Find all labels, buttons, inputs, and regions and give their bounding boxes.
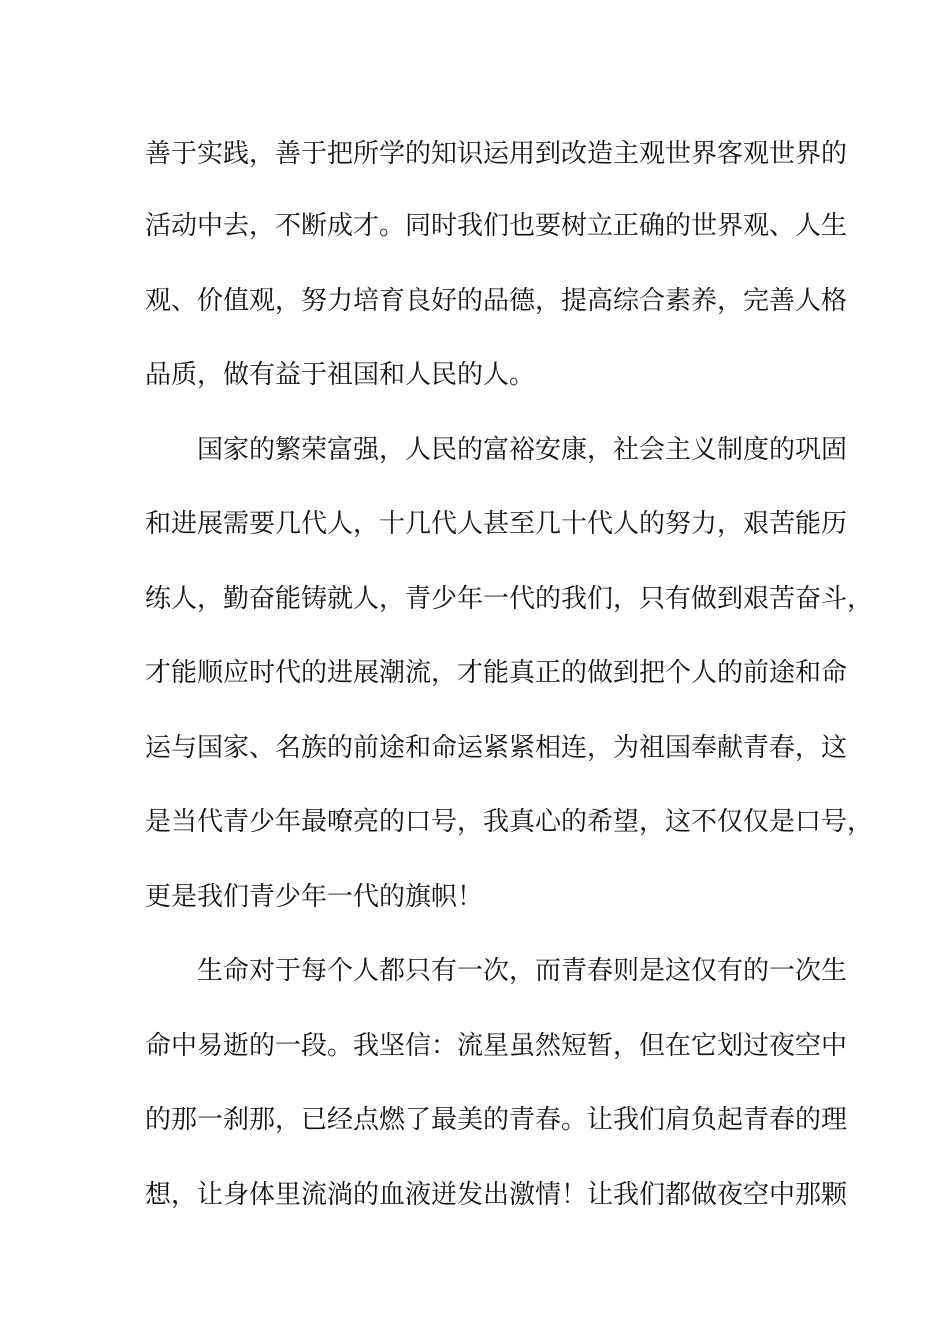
- text-line: 国家的繁荣富强，人民的富裕安康，社会主义制度的巩固: [145, 435, 848, 465]
- text-line: 活动中去，不断成才。同时我们也要树立正确的世界观、人生: [145, 211, 848, 241]
- text-line: 练人，勤奋能铸就人，青少年一代的我们，只有做到艰苦奋斗，: [145, 584, 874, 614]
- text-line: 命中易逝的一段。我坚信：流星虽然短暂，但在它划过夜空中: [145, 1031, 848, 1061]
- text-line: 品质，做有益于祖国和人民的人。: [145, 360, 536, 390]
- text-line: 生命对于每个人都只有一次，而青春则是这仅有的一次生: [145, 956, 848, 986]
- text-line: 的那一刹那，已经点燃了最美的青春。让我们肩负起青春的理: [145, 1105, 848, 1135]
- text-line: 想，让身体里流淌的血液迸发出激情！让我们都做夜空中那颗: [145, 1180, 848, 1210]
- text-line: 更是我们青少年一代的旗帜！: [145, 882, 484, 912]
- text-line: 善于实践，善于把所学的知识运用到改造主观世界客观世界的: [145, 139, 848, 169]
- text-line: 是当代青少年最嘹亮的口号，我真心的希望，这不仅仅是口号，: [145, 807, 874, 837]
- text-line: 运与国家、名族的前途和命运紧紧相连，为祖国奉献青春，这: [145, 733, 848, 763]
- text-line: 和进展需要几代人，十几代人甚至几十代人的努力，艰苦能历: [145, 509, 848, 539]
- text-line: 观、价值观，努力培育良好的品德，提高综合素养，完善人格: [145, 286, 848, 316]
- text-line: 才能顺应时代的进展潮流，才能真正的做到把个人的前途和命: [145, 658, 848, 688]
